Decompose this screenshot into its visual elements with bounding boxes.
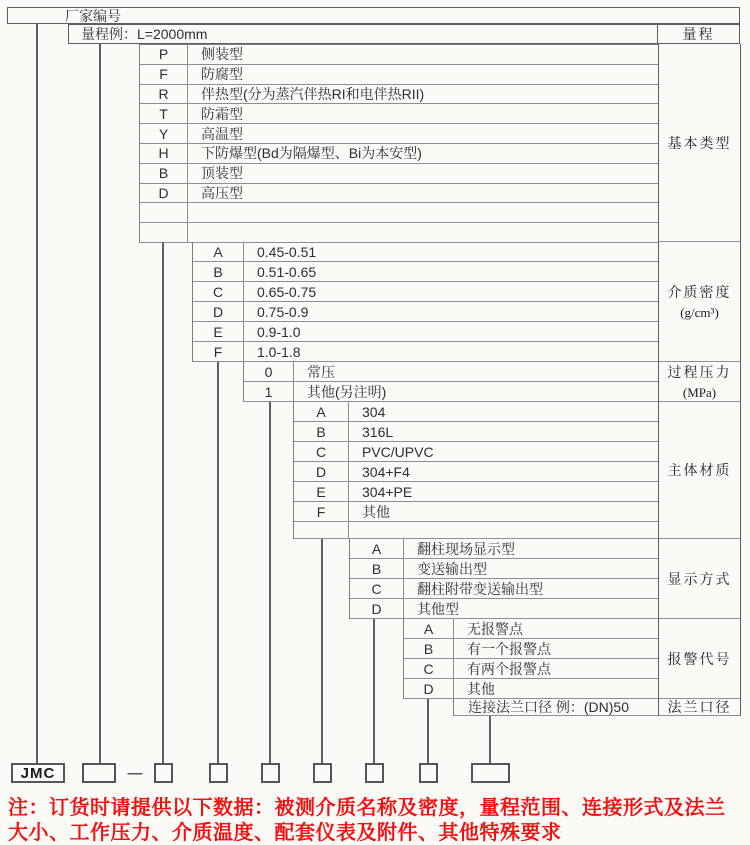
table-row: 0 常压 <box>244 362 658 382</box>
category-label-column <box>658 44 741 716</box>
connector-factory-no <box>36 24 38 763</box>
label-pressure: 过程压力 (MPa) <box>659 362 740 402</box>
model-box-basic-type <box>154 763 173 783</box>
model-box-range <box>82 763 116 783</box>
model-box-flange-size <box>471 763 510 783</box>
table-row: B 顶装型 <box>140 164 658 184</box>
table-row: A 翻柱现场显示型 <box>350 539 658 559</box>
label-basic-type: 基本类型 <box>659 44 740 242</box>
table-row: A 无报警点 <box>404 619 658 639</box>
label-density: 介质密度 (g/cm³) <box>659 242 740 362</box>
table-row: C 有两个报警点 <box>404 659 658 679</box>
table-row: T 防霜型 <box>140 104 658 124</box>
model-box-prefix: JMC <box>11 763 65 783</box>
table-row: 连接法兰口径 例：(DN)50 <box>454 699 658 716</box>
table-density <box>192 242 658 362</box>
table-row: E 0.9-1.0 <box>193 322 658 342</box>
table-row: D 0.75-0.9 <box>193 302 658 322</box>
table-row: C 翻柱附带变送输出型 <box>350 579 658 599</box>
table-row: Y 高温型 <box>140 124 658 144</box>
table-basic-type <box>139 44 658 243</box>
model-box-pressure <box>261 763 280 783</box>
model-box-display-mode <box>365 763 384 783</box>
connector-density <box>217 362 219 763</box>
model-number-dash: — <box>127 764 143 782</box>
table-row: D 其他 <box>404 679 658 699</box>
table-row: P 侧装型 <box>140 45 658 65</box>
connector-display-mode <box>373 619 375 763</box>
table-row: B 有一个报警点 <box>404 639 658 659</box>
table-row: A 0.45-0.51 <box>193 242 658 262</box>
table-alarm-code <box>403 619 658 699</box>
table-row: B 316L <box>294 422 658 442</box>
factory-number-label: 厂家编号 <box>65 7 121 24</box>
ordering-note-line1: 注：订货时请提供以下数据：被测介质名称及密度，量程范围、连接形式及法兰 <box>8 797 726 819</box>
table-flange-size <box>453 699 658 716</box>
table-row: 1 其他(另注明) <box>244 382 658 402</box>
connector-alarm-code <box>427 699 429 763</box>
label-range: 量程 <box>657 25 739 43</box>
model-box-alarm-code <box>419 763 438 783</box>
table-row: D 304+F4 <box>294 462 658 482</box>
connector-material <box>321 539 323 763</box>
table-material <box>293 402 658 539</box>
connector-basic-type <box>162 242 164 763</box>
table-row: F 1.0-1.8 <box>193 342 658 362</box>
label-display-mode: 显示方式 <box>659 539 740 619</box>
table-row: B 变送输出型 <box>350 559 658 579</box>
table-row: C 0.65-0.75 <box>193 282 658 302</box>
table-row: D 高压型 <box>140 184 658 204</box>
table-pressure <box>243 362 658 402</box>
label-flange-size: 法兰口径 <box>659 699 740 716</box>
ordering-note <box>8 796 748 845</box>
table-row-empty <box>294 522 658 539</box>
table-row: A 304 <box>294 402 658 422</box>
table-row: H 下防爆型(Bd为隔爆型、Bi为本安型) <box>140 144 658 164</box>
model-box-material <box>313 763 332 783</box>
connector-pressure <box>269 402 271 763</box>
table-row: E 304+PE <box>294 482 658 502</box>
label-alarm-code: 报警代号 <box>659 619 740 699</box>
table-row-empty <box>140 203 658 223</box>
table-row-empty <box>140 223 658 243</box>
table-display-mode <box>349 539 658 619</box>
table-row: F 防腐型 <box>140 65 658 85</box>
range-example-label: 量程例：L=2000mm <box>81 26 208 42</box>
table-row: C PVC/UPVC <box>294 442 658 462</box>
model-box-density <box>209 763 228 783</box>
table-row: D 其他型 <box>350 599 658 619</box>
label-material: 主体材质 <box>659 402 740 539</box>
ordering-note-line2: 大小、工作压力、介质温度、配套仪表及附件、其他特殊要求 <box>8 821 562 844</box>
factory-number-row <box>7 7 740 24</box>
connector-range <box>99 44 101 763</box>
table-row: B 0.51-0.65 <box>193 262 658 282</box>
table-row: R 伴热型(分为蒸汽伴热RI和电伴热RII) <box>140 85 658 105</box>
connector-flange-size <box>489 716 491 763</box>
range-example-row <box>68 24 740 44</box>
table-row: F 其他 <box>294 502 658 522</box>
